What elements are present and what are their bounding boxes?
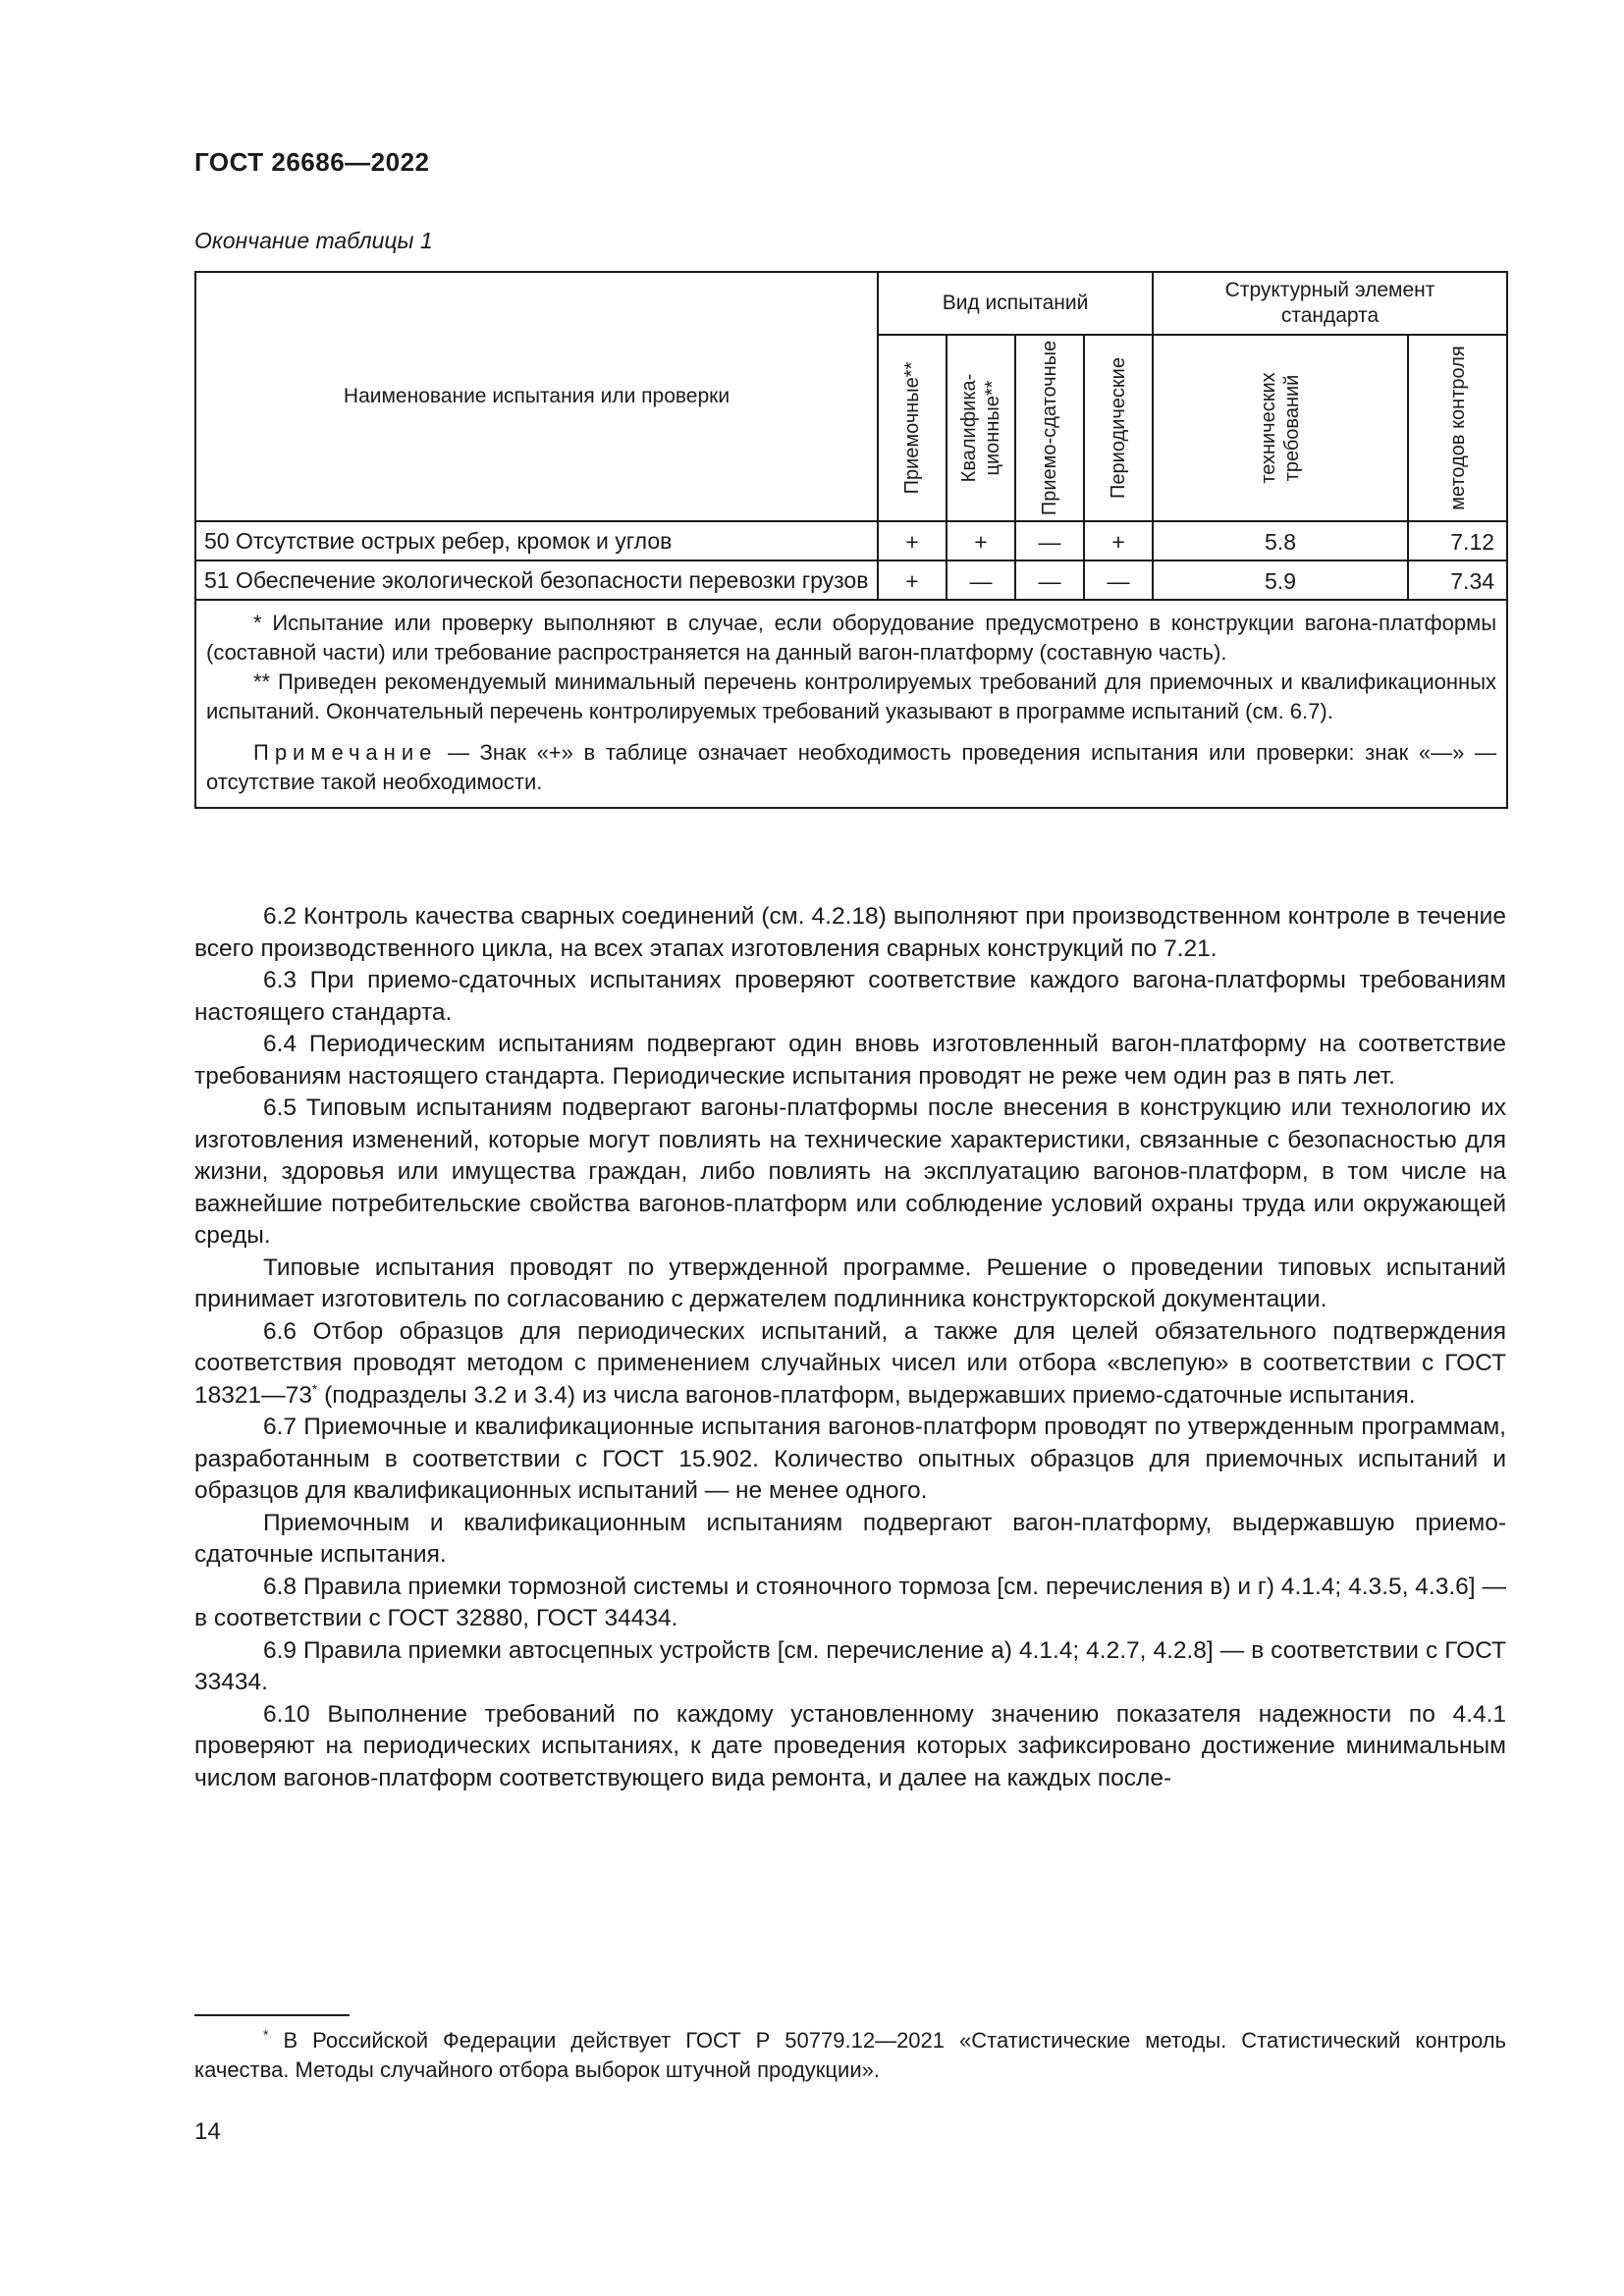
header-qualification-label: Квалифика-ционные** (958, 373, 1003, 483)
paragraph: 6.3 При приемо-сдаточных испытаниях проверяют соответствие каждого вагона-платформы требованиям настоящего стандарта. (194, 967, 1506, 1026)
table-row (195, 561, 1507, 600)
header-acceptance-delivery-label: Приемо-сдаточные (1039, 340, 1060, 516)
row-name: 50 Отсутствие острых ребер, кромок и углов (195, 521, 878, 561)
paragraph: 6.8 Правила приемки тормозной системы и стояночного тормоза [см. перечисления в) и г) 4.1.4; 4.3.5, 4.3.6] — в соответствии с ГОСТ 32880, ГОСТ 34434. (194, 1573, 1506, 1631)
table-note-label: Примечание (253, 740, 438, 765)
paragraph-part: 6.6 Отбор образцов для периодических испытаний, а также для целей обязательного подтверждения соответствия проводят методом с применением случайных чисел или отбора «вслепую» в соответствии с ГОСТ 18321—73 (194, 1317, 1506, 1409)
footnote-text: В Российской Федерации действует ГОСТ Р 50779.12—2021 «Статистические методы. Статистический контроль качества. Методы случайного отбора выборок штучной продукции». (194, 2028, 1506, 2082)
footnote-ref: * (311, 1380, 318, 1397)
header-periodic-label: Периодические (1108, 357, 1129, 499)
paragraph: Приемочным и квалификационным испытаниям подвергают вагон-платформу, выдержавшую приемо-сдаточные испытания. (194, 1509, 1506, 1568)
header-test-name: Наименование испытания или проверки (195, 272, 878, 521)
row-mark: — (1015, 561, 1084, 600)
header-test-type: Вид испытаний (878, 272, 1153, 335)
paragraph: Типовые испытания проводят по утвержденной программе. Решение о проведении типовых испытаний принимает изготовитель по согласованию с держателем подлинника конструкторской документации. (194, 1254, 1506, 1312)
row-mark: + (1084, 521, 1153, 561)
row-mark: — (1084, 561, 1153, 600)
paragraph: 6.4 Периодическим испытаниям подвергают один вновь изготовленный вагон-платформу на соответствие требованиям настоящего стандарта. Периодические испытания проводят не реже чем один раз в пять лет. (194, 1031, 1506, 1090)
row-mark: + (878, 521, 947, 561)
table-footnote: * Испытание или проверку выполняют в случае, если оборудование предусмотрено в конструкции вагона-платформы (составной части) или требование распространяется на данный вагон-платформу (составную часть). (206, 611, 1497, 665)
row-method: 7.34 (1408, 561, 1507, 600)
paragraph: 6.7 Приемочные и квалификационные испытания вагонов-платформ проводят по утвержденным программам, разработанным в соответствии с ГОСТ 15.902. Количество опытных образцов для приемочных испытаний и образцов для квалификационных испытаний — не менее одного. (194, 1414, 1506, 1504)
paragraph-part: (подразделы 3.2 и 3.4) из числа вагонов-платформ, выдержавших приемо-сдаточные испытания. (317, 1381, 1416, 1409)
header-tech-requirements (1153, 335, 1408, 521)
header-tech-requirements-label: технических требований (1258, 372, 1304, 484)
table-footnote: ** Приведен рекомендуемый минимальный перечень контролируемых требований для приемочных и квалификационных испытаний. Окончательный перечень контролируемых требований указывают в программе испытаний (см. 6.7). (206, 669, 1497, 723)
row-method: 7.12 (1408, 521, 1507, 561)
paragraph: 6.10 Выполнение требований по каждому установленному значению показателя надежности по 4.4.1 проверяют на периодических испытаниях, к дате проведения которых зафиксировано достижение минимальным числом вагонов-платформ соответствующего вида ремонта, и далее на каждых после- (194, 1700, 1506, 1791)
header-control-methods (1408, 335, 1507, 521)
header-structural-element-line1: Структурный элемент (1224, 279, 1435, 301)
row-name: 51 Обеспечение экологической безопасности перевозки грузов (195, 561, 878, 600)
body-text (194, 901, 1506, 1794)
header-acceptance-delivery (1015, 335, 1084, 521)
row-mark: + (878, 561, 947, 600)
page-number: 14 (194, 2118, 221, 2145)
header-acceptance (878, 335, 947, 521)
table-note-text: — Знак «+» в таблице означает необходимость проведения испытания или проверки: знак «—» — отсутствие такой необходимости. (206, 740, 1497, 794)
footnote-mark: * (263, 2026, 269, 2043)
paragraph: 6.5 Типовым испытаниям подвергают вагоны-платформы после внесения в конструкцию или технологию их изготовления изменений, которые могут повлиять на технические характеристики, связанные с безопасностью для жизни, здоровья или имущества граждан, либо повлиять на эксплуатацию вагонов-платформ, в том числе на важнейшие потребительские свойства вагонов-платформ или соблюдение условий охраны труда или окружающей среды. (194, 1095, 1506, 1249)
table-note (206, 738, 1496, 797)
header-structural-element (1153, 272, 1507, 335)
header-structural-element-line2: стандарта (1280, 304, 1380, 327)
header-periodic (1084, 335, 1153, 521)
footnote-divider (194, 2014, 350, 2016)
table-footnotes (195, 600, 1507, 808)
requirements-table (194, 271, 1508, 809)
row-mark: — (1015, 521, 1084, 561)
table-row (195, 521, 1507, 561)
header-qualification (947, 335, 1015, 521)
paragraph (194, 1316, 1506, 1413)
row-mark: + (947, 521, 1015, 561)
row-mark: — (947, 561, 1015, 600)
paragraph: 6.2 Контроль качества сварных соединений (см. 4.2.18) выполняют при производственном контроле в течение всего производственного цикла, на всех этапах изготовления сварных конструкций по 7.21. (194, 903, 1506, 962)
table-caption: Окончание таблицы 1 (194, 228, 433, 253)
header-control-methods-label: методов контроля (1446, 346, 1469, 510)
page-header-title: ГОСТ 26686—2022 (194, 147, 430, 177)
row-requirement: 5.8 (1153, 521, 1408, 561)
row-requirement: 5.9 (1153, 561, 1408, 600)
paragraph: 6.9 Правила приемки автосцепных устройств [см. перечисление а) 4.1.4; 4.2.7, 4.2.8] — в соответствии с ГОСТ 33434. (194, 1636, 1506, 1695)
page-footnote (194, 2026, 1506, 2085)
header-acceptance-label: Приемочные** (901, 361, 923, 495)
